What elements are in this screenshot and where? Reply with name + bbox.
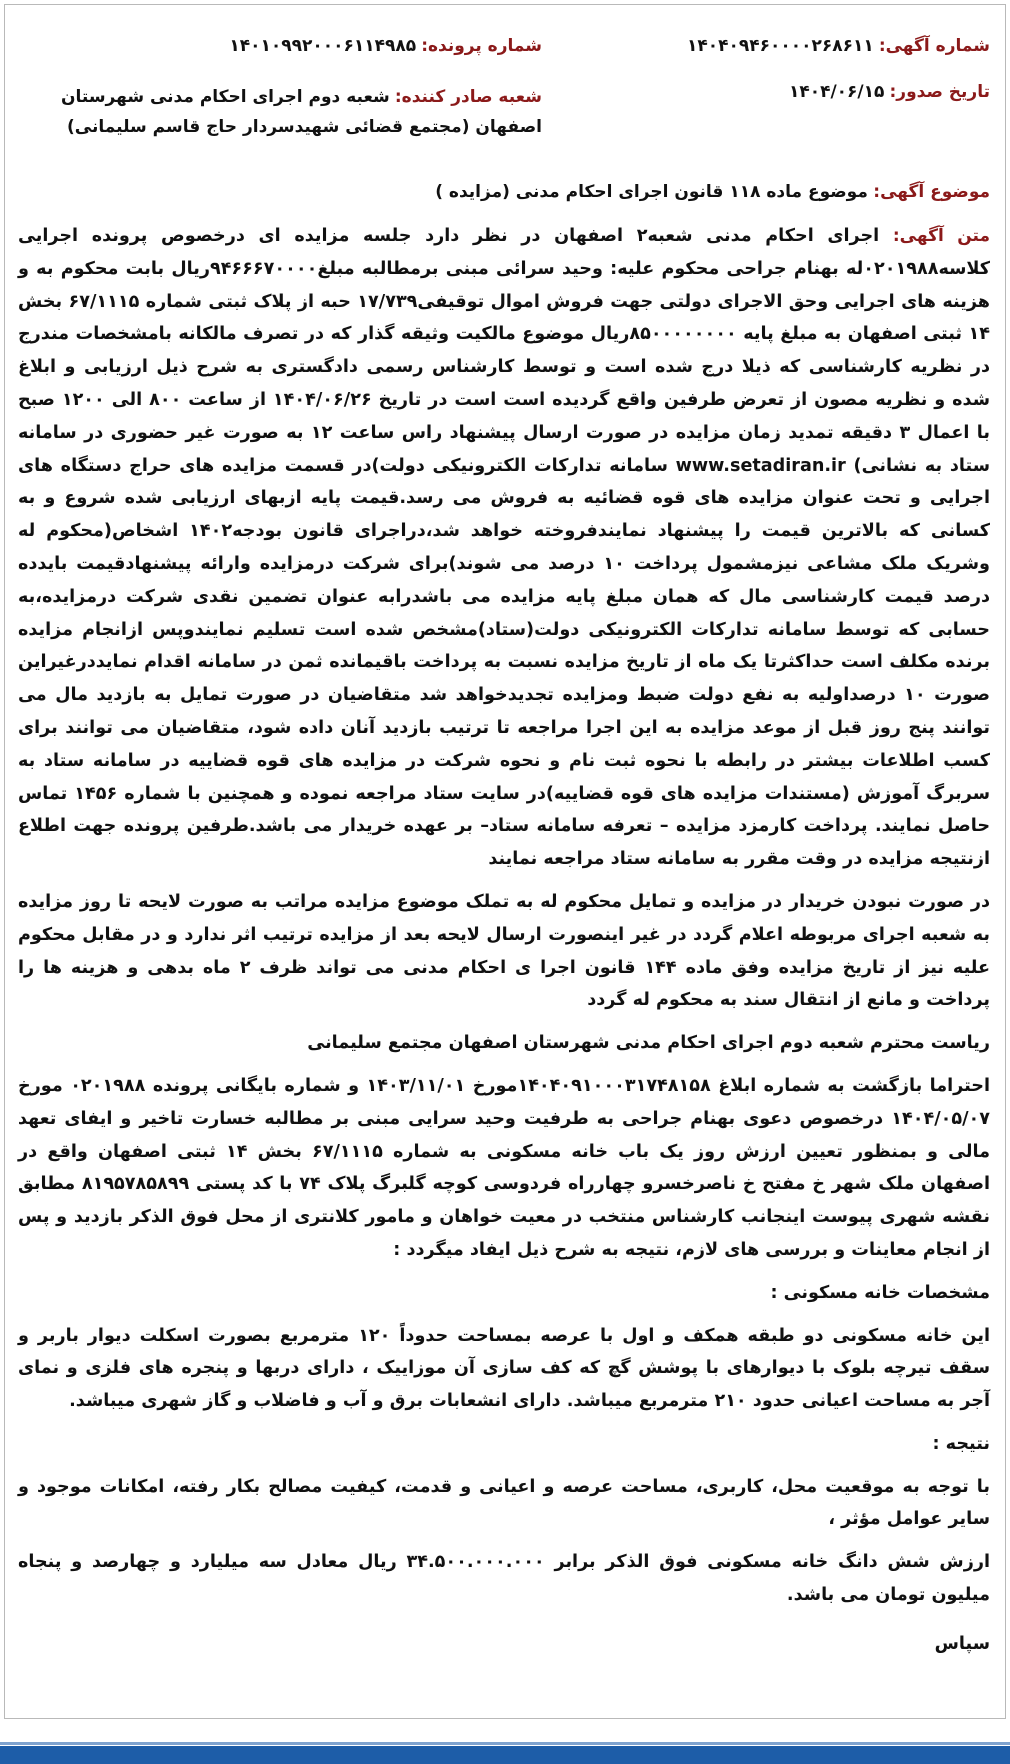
subject (18, 182, 990, 202)
header-row-2 (18, 82, 990, 137)
body-paragraph-4: احتراما بازگشت به شماره ابلاغ ۱۴۰۴۰۹۱۰۰۰۳۱۷۴۸۱۵۸مورخ ۱۴۰۳/۱۱/۰۱ و شماره بایگانی پرونده ۰۲۰۱۹۸۸ مورخ ۱۴۰۴/۰۵/۰۷ درخصوص دعوی بهنام جراحی به طرفیت وحید سرایی مبنی بر مطالبه خسارت تاخیر و ایفای تعهد مالی و بمنظور تعیین ارزش روز یک باب خانه مسکونی به شماره ۶۷/۱۱۱۵ بخش ۱۴ ثبتی اصفهان واقع در اصفهان ملک شهر خ مفتح خ ناصرخسرو چهارراه فردوسی کوچه گلبرگ پلاک ۷۴ با کد پستی ۸۱۹۵۷۸۵۸۹۹ مطابق نقشه شهری پیوست اینجانب کارشناس منتخب در معیت خواهان و مامور کلانتری از محل فوق الذکر بازدید و پس از انجام معاینات و بررسی های لازم، نتیجه به شرح ذیل ایفاد میگردد : (18, 1075, 990, 1260)
body-paragraph-7: نتیجه : (932, 1433, 990, 1454)
body-paragraph-5: مشخصات خانه مسکونی : (770, 1282, 990, 1303)
issue-date (789, 82, 990, 102)
subject-value: موضوع ماده ۱۱۸ قانون اجرای احکام مدنی (مزایده ) (435, 182, 868, 202)
body-paragraph-2: در صورت نبودن خریدار در مزایده و تمایل محکوم له به تملک موضوع مزایده مراتب به صورت لایحه تا روز مزایده به شعبه اجرای مربوطه اعلام گردد در غیر اینصورت ارسال لایحه بعد از مزایده ترتیب اثر ندارد و در مقابل محکوم علیه نیز از تاریخ مزایده وفق ماده ۱۴۴ قانون اجرا ی احکام مدنی می تواند ظرف ۲ ماه بدهی و هزینه ها را پرداخت و مانع از انتقال سند به محکوم له گردد (18, 891, 990, 1011)
branch-label: شعبه صادر کننده: (394, 87, 542, 107)
branch-value: شعبه دوم اجرای احکام مدنی شهرستان اصفهان (مجتمع قضائی شهیدسردار حاج قاسم سلیمانی) (60, 87, 542, 137)
issue-date-label: تاریخ صدور: (889, 82, 990, 102)
case-number (229, 36, 542, 56)
notice-document (18, 36, 990, 1661)
ad-number-label: شماره آگهی: (878, 36, 990, 56)
body-text-1: اجرای احکام مدنی شعبه۲ اصفهان در نظر دارد جلسه مزایده ای درخصوص پرونده اجرایی کلاسه۰۲۰۱۹۸۸له بهنام جراحی محکوم علیه: وحید سرائی مبنی برمطالبه مبلغ۹۴۶۶۶۷۰۰۰۰ریال بابت محکوم به و هزینه های اجرایی وحق الاجرای دولتی جهت فروش اموال توقیفی۱۷/۷۳۹ حبه از پلاک ثبتی شماره ۶۷/۱۱۱۵ بخش ۱۴ ثبتی اصفهان به مبلغ پایه ۸۵۰۰۰۰۰۰۰۰ریال موضوع مالکیت وثیقه گذار که در تصرف مالکانه بامشخصات مندرج در نظریه کارشناسی که ذیلا درج شده است و توسط کارشناس رسمی دادگستری به شرح ذیل ارزیابی و ابلاغ شده و نظریه مصون از تعرض طرفین واقع گردیده است است در تاریخ ۱۴۰۴/۰۶/۲۶ از ساعت ۸۰۰ الی ۱۲۰۰ صبح با اعمال ۳ دقیقه تمدید زمان مزایده در صورت ارسال پیشنهاد راس ساعت ۱۲ به صورت غیر حضوری در سامانه ستاد به نشانی) www.setadiran.ir سامانه تدارکات الکترونیکی دولت)در قسمت مزایده های حراج دستگاه های اجرایی و تحت عنوان مزایده های قوه قضائیه به فروش می رسد.قیمت پایه ازبهای ارزیابی شده شروع و به کسانی که بالاترین قیمت را پیشنهاد نمایندفروخته خواهد شد،دراجرای قانون بودجه۱۴۰۲ اشخاص(محکوم له وشریک ملک مشاعی نیزمشمول پرداخت ۱۰ درصد می شوند)برای شرکت درمزایده وارائه پیشنهادقیمت بایدده درصد قیمت کارشناسی مال که همان مبلغ پایه مزایده می باشدرابه عنوان تضمین نقدی شرکت درمزایده،به حسابی که توسط سامانه تدارکات الکترونیکی دولت(ستاد)مشخص شده است تسلیم نمایندوپس ازانجام مزایده برنده مکلف است حداکثرتا یک ماه از تاریخ مزایده نسبت به پرداخت باقیمانده ثمن در سامانه اقدام نمایددرغیراین صورت ۱۰ درصداولیه به نفع دولت ضبط ومزایده تجدیدخواهد شد متقاضیان در صورت تمایل به بازدید مال می توانند پنج روز قبل از موعد مزایده به این اجرا مراجعه تا ترتیب بازدید آنان داده شود، متقاضیان می توانند برای کسب اطلاعات بیشتر در رابطه با نحوه ثبت نام و نحوه شرکت در مزایده های قوه قضاییه در سامانه ستاد به سربرگ آموزش (مستندات مزایده های قوه قضاییه)در سایت ستاد مراجعه نموده و همچنین با شماره ۱۴۵۶ تماس حاصل نمایند. پرداخت کارمزد مزایده – تعرفه سامانه ستاد– بر عهده خریدار می باشد.طرفین پرونده جهت اطلاع ازنتیجه مزایده در وقت مقرر به سامانه ستاد مراجعه نمایند (18, 226, 990, 870)
case-number-label: شماره پرونده: (421, 36, 542, 56)
issue-date-value: ۱۴۰۴/۰۶/۱۵ (788, 82, 885, 102)
header-row-1 (18, 36, 990, 82)
bottom-bar (0, 1746, 1010, 1764)
body-paragraph-9: ارزش شش دانگ خانه مسکونی فوق الذکر برابر ۳۴.۵۰۰.۰۰۰.۰۰۰ ریال معادل سه میلیارد و چهارصد و پنجاه میلیون تومان می باشد. (18, 1552, 990, 1606)
body-paragraph-6: این خانه مسکونی دو طبقه همکف و اول با عرصه بمساحت حدوداً ۱۲۰ مترمربع بصورت اسکلت دیوار باربر و سقف تیرچه بلوک با دیوارهای با پوشش گچ که کف سازی آن موزاییک ، دارای دربها و پنجره های فلزی و نمای آجر به مساحت اعیانی حدود ۲۱۰ مترمربع میباشد. دارای انشعابات برق و آب و فاضلاب و گاز شهری میباشد. (18, 1325, 990, 1412)
ad-number (687, 36, 990, 56)
ad-number-value: ۱۴۰۴۰۹۴۶۰۰۰۰۲۶۸۶۱۱ (686, 36, 874, 56)
body-paragraph-3: ریاست محترم شعبه دوم اجرای احکام مدنی شهرستان اصفهان مجتمع سلیمانی (307, 1033, 990, 1054)
body-paragraph-1 (18, 220, 990, 876)
case-number-value: ۱۴۰۱۰۹۹۲۰۰۰۶۱۱۴۹۸۵ (229, 36, 417, 56)
bottom-divider (0, 1742, 1010, 1745)
issuing-branch (22, 82, 542, 142)
body-paragraph-8: با توجه به موقعیت محل، کاربری، مساحت عرصه و اعیانی و قدمت، کیفیت مصالح بکار رفته، امکانات موجود و سایر عوامل مؤثر ، (18, 1476, 990, 1530)
subject-label: موضوع آگهی: (873, 182, 990, 202)
body-paragraph-10: سپاس (934, 1633, 990, 1654)
body-label: متن آگهی: (892, 226, 990, 246)
